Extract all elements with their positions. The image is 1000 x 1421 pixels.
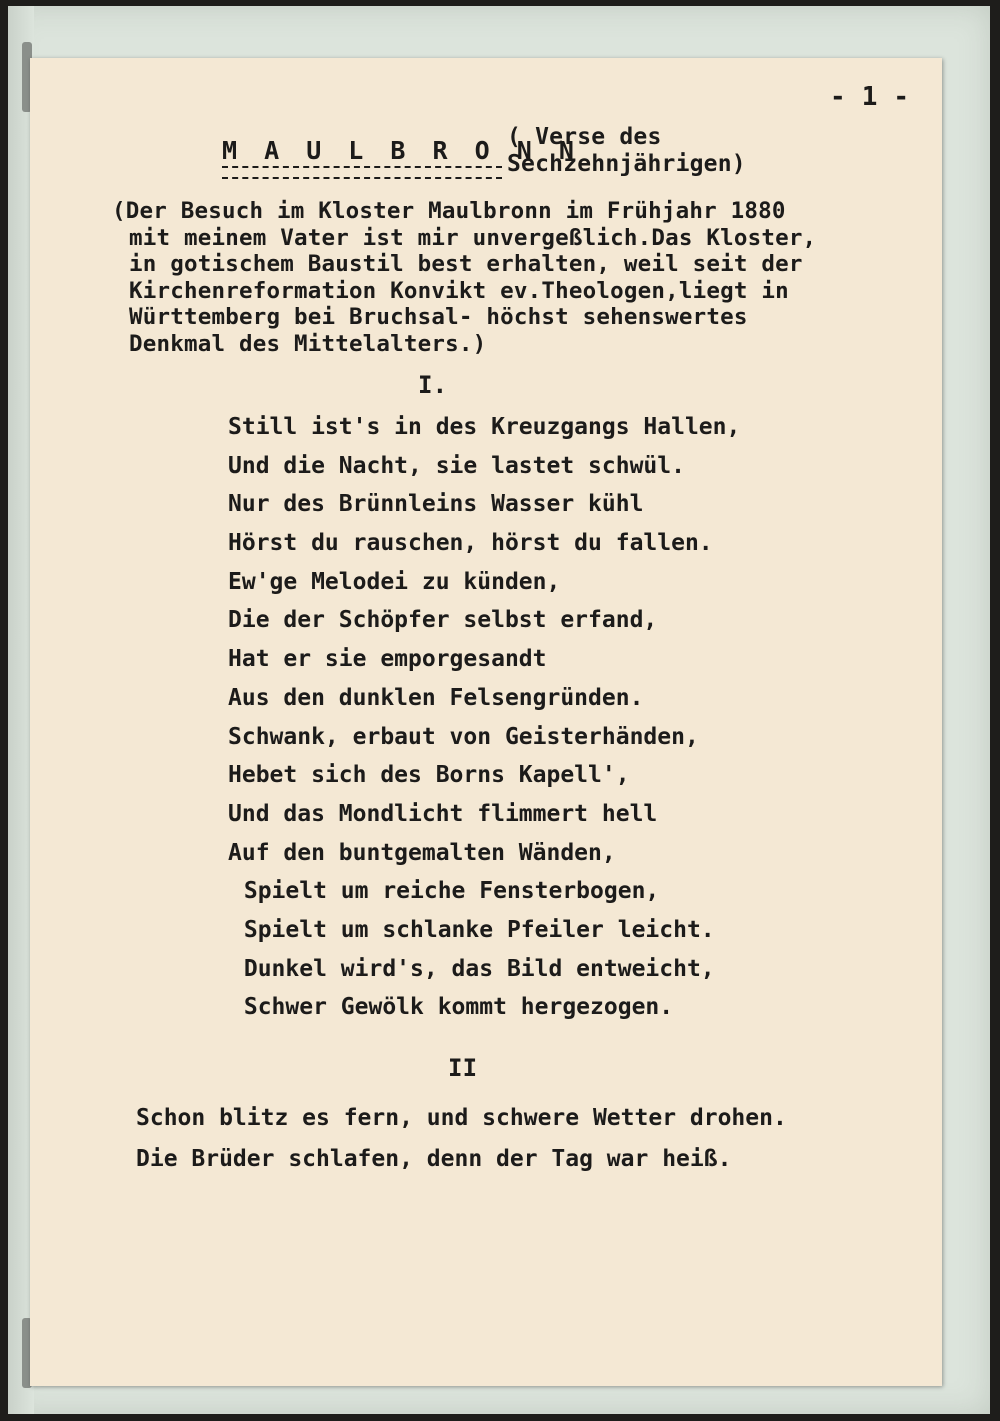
verse-line: Die Brüder schlafen, denn der Tag war heiß. — [136, 1146, 732, 1172]
verse-line: Auf den buntgemalten Wänden, — [228, 839, 616, 866]
intro-line: mit meinem Vater ist mir unvergeßlich.Das Kloster, — [129, 224, 817, 251]
intro-line: in gotischem Baustil best erhalten, weil seit der — [129, 251, 803, 277]
intro-note — [112, 198, 816, 357]
section-numeral-2: II — [448, 1054, 478, 1082]
verse-line: Nur des Brünnleins Wasser kühl — [228, 491, 644, 518]
stanza-1 — [228, 408, 740, 1027]
verse-line: Aus den dunklen Felsengründen. — [228, 684, 644, 711]
poem-title: M A U L B R O N N — [222, 136, 580, 165]
title-double-underline — [222, 166, 502, 179]
stanza-2 — [136, 1098, 787, 1180]
verse-line: Schwank, erbaut von Geisterhänden, — [228, 723, 699, 750]
poem-subtitle — [507, 124, 746, 178]
intro-line: (Der Besuch im Kloster Maulbronn im Frühjahr 1880 — [112, 198, 786, 224]
verse-line: Und das Mondlicht flimmert hell — [228, 800, 658, 827]
verse-line: Still ist's in des Kreuzgangs Hallen, — [228, 414, 741, 440]
verse-line: Schwer Gewölk kommt hergezogen. — [230, 994, 674, 1021]
intro-line: Kirchenreformation Konvikt ev.Theologen,liegt in — [129, 277, 789, 304]
intro-line: Denkmal des Mittelalters.) — [129, 330, 487, 357]
verse-line: Dunkel wird's, das Bild entweicht, — [230, 955, 715, 982]
verse-line: Die der Schöpfer selbst erfand, — [228, 607, 658, 634]
typed-page — [30, 58, 942, 1386]
subtitle-line: ( Verse des — [507, 124, 662, 150]
verse-line: Spielt um reiche Fensterbogen, — [230, 878, 660, 905]
verse-line: Ew'ge Melodei zu künden, — [228, 568, 561, 595]
verse-line: Hörst du rauschen, hörst du fallen. — [228, 530, 713, 557]
page-number: - 1 - — [830, 82, 910, 112]
verse-line: Und die Nacht, sie lastet schwül. — [228, 452, 685, 479]
verse-line: Spielt um schlanke Pfeiler leicht. — [230, 916, 715, 943]
verse-line: Hebet sich des Borns Kapell', — [228, 762, 630, 789]
verse-line: Schon blitz es fern, und schwere Wetter drohen. — [136, 1105, 787, 1131]
subtitle-line: Sechzehnjährigen) — [507, 151, 746, 177]
section-numeral-1: I. — [418, 371, 448, 399]
intro-line: Württemberg bei Bruchsal- höchst sehenswertes — [129, 304, 748, 330]
verse-line: Hat er sie emporgesandt — [228, 646, 547, 673]
